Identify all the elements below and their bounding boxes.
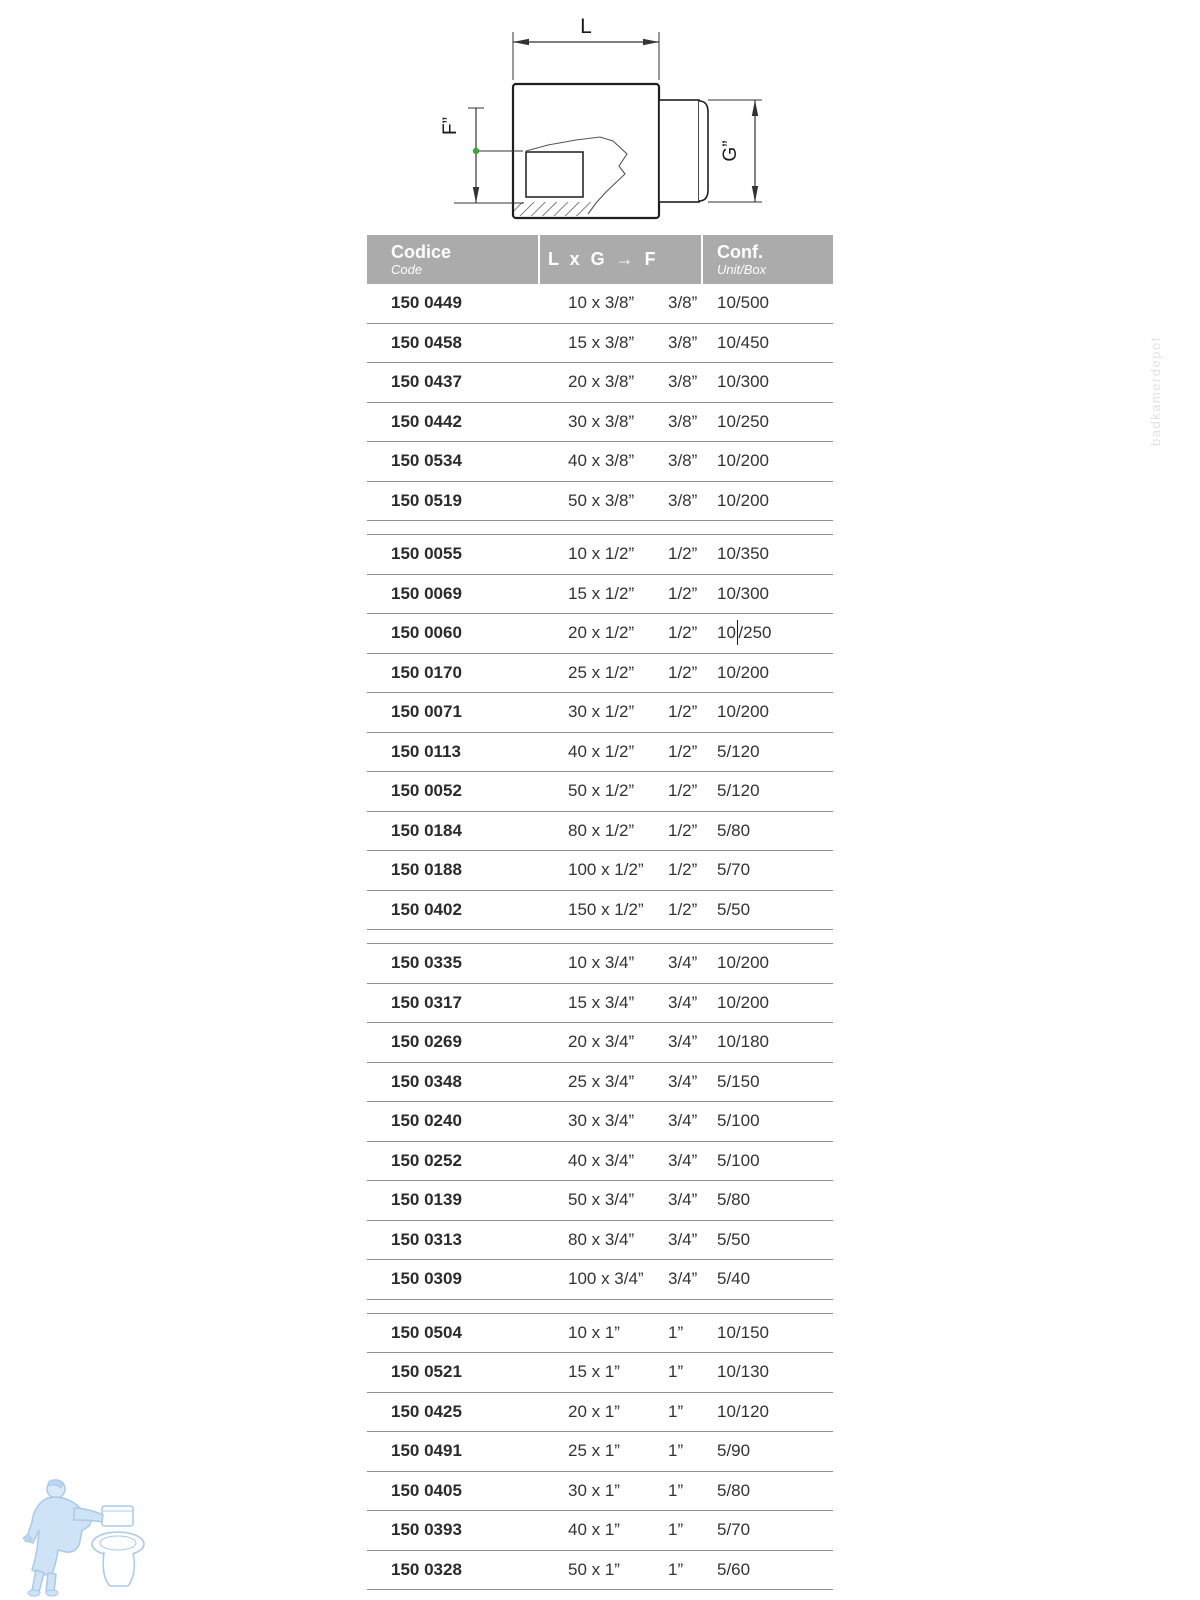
dimension-cell	[540, 1151, 703, 1171]
dimension-cell	[540, 1402, 703, 1422]
lxg-value: 10 x 1/2”	[568, 544, 635, 564]
conf-cell: 5/70	[717, 860, 751, 880]
lxg-value: 80 x 3/4”	[568, 1229, 635, 1249]
dimension-cell	[540, 544, 703, 564]
dimension-cell	[540, 333, 703, 353]
lxg-value: 100 x 3/4”	[568, 1269, 644, 1289]
f-value: 3/4”	[668, 1150, 698, 1170]
dimension-cell	[540, 1441, 703, 1461]
lxg-value: 20 x 3/4”	[568, 1032, 635, 1052]
product-code-cell: 150 0458	[391, 332, 462, 352]
f-value: 1/2”	[668, 781, 698, 801]
dimension-cell	[540, 1362, 703, 1382]
lxg-value: 50 x 1”	[568, 1559, 620, 1579]
table-row	[367, 812, 833, 852]
f-value: 3/4”	[668, 1071, 698, 1091]
plumber-logo-watermark	[22, 1478, 162, 1598]
dimension-cell	[540, 372, 703, 392]
f-value: 1/2”	[668, 820, 698, 840]
table-row	[367, 1023, 833, 1063]
table-row	[367, 1472, 833, 1512]
lxg-value: 20 x 1”	[568, 1401, 620, 1421]
conf-cell: 10/200	[717, 662, 769, 682]
conf-cell: 5/40	[717, 1269, 751, 1289]
fitting-body-outline	[513, 84, 659, 218]
product-code-cell: 150 0071	[391, 702, 462, 722]
product-code-cell: 150 0188	[391, 860, 462, 880]
product-table	[367, 235, 833, 1590]
table-row	[367, 614, 833, 654]
conf-cell: 10 /250	[703, 620, 833, 647]
header-dimensions-column	[540, 235, 703, 284]
conf-cell: 5/90	[717, 1441, 751, 1461]
product-code-cell: 150 0442	[391, 411, 462, 431]
header-code-column	[367, 235, 540, 284]
lxg-value: 15 x 1/2”	[568, 583, 635, 603]
header-code-title: Codice	[391, 242, 452, 262]
conf-cell: 5/80	[717, 820, 751, 840]
f-value: 1”	[668, 1480, 684, 1500]
conf-cell: 10/250	[717, 411, 769, 431]
table-row	[367, 363, 833, 403]
f-value: 3/8”	[668, 332, 698, 352]
side-watermark-text: badkamerdepot	[1148, 336, 1163, 446]
product-code-cell: 150 0055	[391, 544, 462, 564]
dim-label-F: F”	[440, 117, 461, 135]
f-value: 3/4”	[668, 1190, 698, 1210]
conf-cell: 10/300	[717, 583, 769, 603]
conf-cell: 5/120	[717, 741, 760, 761]
table-row	[367, 1063, 833, 1103]
product-code-cell: 150 0313	[391, 1229, 462, 1249]
f-value: 3/4”	[668, 1269, 698, 1289]
f-value: 1/2”	[668, 544, 698, 564]
lxg-value: 50 x 3/4”	[568, 1190, 635, 1210]
conf-cell: 10/200	[717, 953, 769, 973]
header-dimensions-title: L x G → F	[548, 249, 657, 269]
dimension-cell	[540, 1481, 703, 1501]
product-code-cell: 150 0491	[391, 1441, 462, 1461]
f-value: 3/4”	[668, 1032, 698, 1052]
table-row	[367, 403, 833, 443]
table-row	[367, 1142, 833, 1182]
table-row	[367, 1314, 833, 1354]
dimension-cell	[540, 584, 703, 604]
table-row	[367, 324, 833, 364]
conf-cell: 5/50	[717, 1229, 751, 1249]
header-conf-subtitle: Unit/Box	[717, 262, 767, 277]
table-row	[367, 1432, 833, 1472]
dimension-cell	[540, 663, 703, 683]
product-code-cell: 150 0139	[391, 1190, 462, 1210]
product-code-cell: 150 0335	[391, 953, 462, 973]
table-row	[367, 984, 833, 1024]
f-value: 1/2”	[668, 662, 698, 682]
f-value: 3/4”	[668, 992, 698, 1012]
conf-cell: 5/100	[717, 1111, 760, 1131]
dimension-cell	[540, 742, 703, 762]
lxg-value: 10 x 3/8”	[568, 293, 635, 313]
lxg-value: 20 x 1/2”	[568, 623, 635, 643]
conf-cell: 5/60	[717, 1559, 751, 1579]
product-code-cell: 150 0437	[391, 372, 462, 392]
product-code-cell: 150 0170	[391, 662, 462, 682]
product-code-cell: 150 0113	[391, 741, 461, 761]
dimension-cell	[540, 993, 703, 1013]
f-value: 1”	[668, 1322, 684, 1342]
product-code-cell: 150 0402	[391, 899, 462, 919]
table-row	[367, 575, 833, 615]
product-code-cell: 150 0449	[391, 293, 462, 313]
product-code-cell: 150 0425	[391, 1401, 462, 1421]
lxg-value: 30 x 3/8”	[568, 411, 635, 431]
fitting-technical-drawing	[428, 2, 792, 230]
table-row	[367, 284, 833, 324]
table-body	[367, 284, 833, 1590]
dimension-cell	[540, 1323, 703, 1343]
lxg-value: 15 x 1”	[568, 1362, 620, 1382]
conf-cell: 10/450	[717, 332, 769, 352]
lxg-value: 40 x 3/4”	[568, 1150, 635, 1170]
conf-cell: 10/180	[717, 1032, 769, 1052]
conf-cell: 10/500	[717, 293, 769, 313]
f-value: 1/2”	[668, 860, 698, 880]
lxg-value: 30 x 1/2”	[568, 702, 635, 722]
text-cursor-artifact	[737, 620, 739, 645]
conf-cell: 10/300	[717, 372, 769, 392]
header-code-subtitle: Code	[391, 262, 423, 277]
table-row	[367, 1260, 833, 1300]
conf-cell: 10/200	[717, 702, 769, 722]
f-value: 1”	[668, 1520, 684, 1540]
f-value: 1”	[668, 1559, 684, 1579]
table-row	[367, 1221, 833, 1261]
conf-cell: 5/120	[717, 781, 760, 801]
conf-cell: 5/80	[717, 1190, 751, 1210]
header-conf-title: Conf.	[717, 242, 763, 262]
table-row	[367, 482, 833, 522]
lxg-value: 30 x 3/4”	[568, 1111, 635, 1131]
table-row	[367, 851, 833, 891]
lxg-value: 50 x 3/8”	[568, 490, 635, 510]
toilet-tank	[102, 1506, 133, 1526]
dimension-cell	[540, 702, 703, 722]
product-code-cell: 150 0060	[391, 623, 462, 643]
lxg-value: 15 x 3/8”	[568, 332, 635, 352]
conf-cell: 10/150	[717, 1322, 769, 1342]
table-row	[367, 733, 833, 773]
lxg-value: 25 x 1”	[568, 1441, 620, 1461]
table-row	[367, 1181, 833, 1221]
dimension-cell	[540, 451, 703, 471]
conf-cell: 10/200	[717, 992, 769, 1012]
lxg-value: 10 x 1”	[568, 1322, 620, 1342]
conf-cell: 10/120	[717, 1401, 769, 1421]
table-row	[367, 654, 833, 694]
female-bore-outline	[526, 152, 583, 197]
f-value: 1/2”	[668, 741, 698, 761]
dimension-cell	[540, 1520, 703, 1540]
dimension-cell	[540, 1072, 703, 1092]
f-value: 3/4”	[668, 1229, 698, 1249]
product-code-cell: 150 0309	[391, 1269, 462, 1289]
table-row	[367, 1393, 833, 1433]
lxg-value: 100 x 1/2”	[568, 860, 644, 880]
plumber-arm	[74, 1508, 103, 1522]
product-code-cell: 150 0252	[391, 1150, 462, 1170]
dimension-cell	[540, 623, 703, 643]
lxg-value: 30 x 1”	[568, 1480, 620, 1500]
conf-cell: 5/50	[717, 899, 751, 919]
conf-cell: 5/80	[717, 1480, 751, 1500]
conf-cell: 5/70	[717, 1520, 751, 1540]
dimension-cell	[540, 1269, 703, 1289]
lxg-value: 15 x 3/4”	[568, 992, 635, 1012]
lxg-value: 10 x 3/4”	[568, 953, 635, 973]
lxg-value: 150 x 1/2”	[568, 899, 644, 919]
green-reference-dot	[473, 148, 479, 154]
table-row	[367, 772, 833, 812]
group-separator	[367, 1300, 833, 1314]
lxg-value: 40 x 1/2”	[568, 741, 635, 761]
table-row	[367, 1551, 833, 1591]
lxg-value: 80 x 1/2”	[568, 820, 635, 840]
dim-label-L: L	[580, 15, 592, 38]
f-value: 1/2”	[668, 702, 698, 722]
dimension-cell	[540, 1111, 703, 1131]
dimension-cell	[540, 1032, 703, 1052]
f-value: 1/2”	[668, 623, 698, 643]
product-code-cell: 150 0405	[391, 1480, 462, 1500]
product-code-cell: 150 0240	[391, 1111, 462, 1131]
lxg-value: 50 x 1/2”	[568, 781, 635, 801]
lxg-value: 40 x 3/8”	[568, 451, 635, 471]
header-conf-column	[703, 235, 833, 284]
product-code-cell: 150 0393	[391, 1520, 462, 1540]
f-value: 3/4”	[668, 1111, 698, 1131]
male-thread-outline	[659, 100, 699, 202]
dimension-cell	[540, 412, 703, 432]
conf-cell: 5/150	[717, 1071, 760, 1091]
f-value: 3/8”	[668, 293, 698, 313]
f-value: 1/2”	[668, 583, 698, 603]
f-value: 3/4”	[668, 953, 698, 973]
table-header	[367, 235, 833, 284]
product-code-cell: 150 0269	[391, 1032, 462, 1052]
dimension-cell	[540, 1560, 703, 1580]
lxg-value: 25 x 3/4”	[568, 1071, 635, 1091]
dimension-cell	[540, 491, 703, 511]
dimension-cell	[540, 953, 703, 973]
dimension-cell	[540, 860, 703, 880]
table-row	[367, 1353, 833, 1393]
conf-cell: 10/200	[717, 490, 769, 510]
table-row	[367, 442, 833, 482]
conf-cell: 10/130	[717, 1362, 769, 1382]
f-value: 3/8”	[668, 451, 698, 471]
f-value: 1”	[668, 1401, 684, 1421]
group-separator	[367, 521, 833, 535]
table-row	[367, 944, 833, 984]
table-row	[367, 1511, 833, 1551]
product-code-cell: 150 0534	[391, 451, 462, 471]
conf-cell: 10/200	[717, 451, 769, 471]
f-value: 1”	[668, 1441, 684, 1461]
dimension-cell	[540, 900, 703, 920]
product-code-cell: 150 0317	[391, 992, 462, 1012]
product-code-cell: 150 0519	[391, 490, 462, 510]
dim-label-G: G”	[720, 140, 741, 162]
product-code-cell: 150 0069	[391, 583, 462, 603]
dimension-cell	[540, 1190, 703, 1210]
product-code-cell: 150 0521	[391, 1362, 462, 1382]
product-code-cell: 150 0052	[391, 781, 462, 801]
lxg-value: 40 x 1”	[568, 1520, 620, 1540]
f-value: 3/8”	[668, 411, 698, 431]
f-value: 3/8”	[668, 372, 698, 392]
group-separator	[367, 930, 833, 944]
table-row	[367, 535, 833, 575]
product-code-cell: 150 0184	[391, 820, 462, 840]
table-row	[367, 693, 833, 733]
product-code-cell: 150 0504	[391, 1322, 462, 1342]
conf-cell: 5/100	[717, 1150, 760, 1170]
f-value: 1”	[668, 1362, 684, 1382]
table-row	[367, 1102, 833, 1142]
conf-cell: 10/350	[717, 544, 769, 564]
lxg-value: 25 x 1/2”	[568, 662, 635, 682]
lxg-value: 20 x 3/8”	[568, 372, 635, 392]
table-row	[367, 891, 833, 931]
dimension-cell	[540, 293, 703, 313]
dimension-cell	[540, 821, 703, 841]
product-code-cell: 150 0328	[391, 1559, 462, 1579]
f-value: 1/2”	[668, 899, 698, 919]
dimension-cell	[540, 781, 703, 801]
f-value: 3/8”	[668, 490, 698, 510]
dimension-cell	[540, 1230, 703, 1250]
product-code-cell: 150 0348	[391, 1071, 462, 1091]
